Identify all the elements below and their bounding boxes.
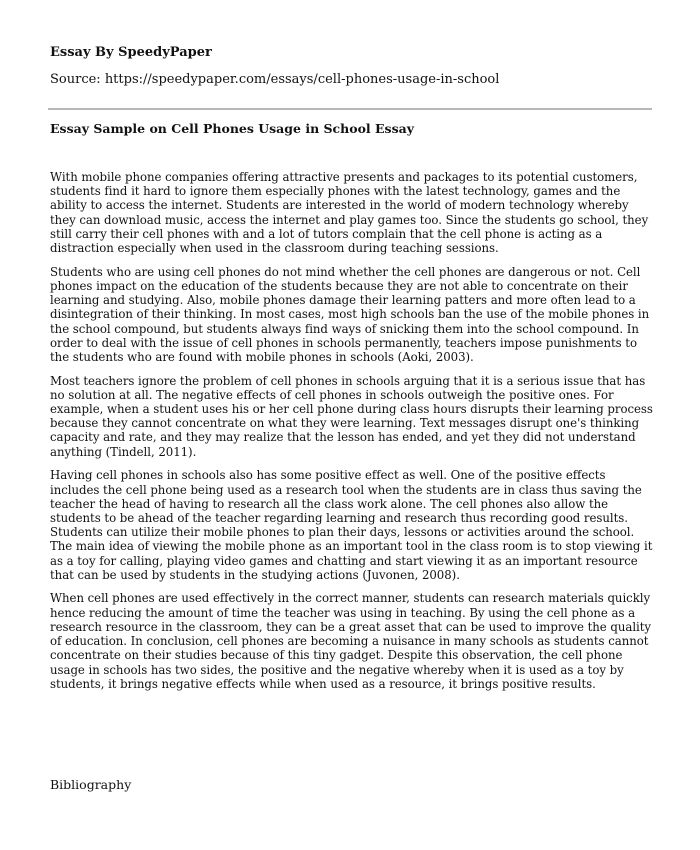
essay-paragraph-3: Most teachers ignore the problem of cell phones in schools arguing that it is a serious issue that has no solution at all. The negative effects of cell phones in schools outweigh the positive ones. For example, when a student uses his or her cell phone during class hours disrupts their learning process because they cannot concentrate on what they were learning. Text messages disrupt one's thinking capacity and rate, and they may realize that the lesson has ended, and yet they did not understand anything (Tindell, 2011). xyxy=(50,373,653,459)
source-url: https://speedypaper.com/essays/cell-phones-usage-in-school xyxy=(104,72,500,87)
essay-title: Essay Sample on Cell Phones Usage in School Essay xyxy=(50,121,414,136)
source-label: Source: xyxy=(50,72,105,87)
essay-body xyxy=(50,170,655,700)
essay-paragraph-1: With mobile phone companies offering attractive presents and packages to its potential customers, students find it hard to ignore them especially phones with the latest technology, games and the ability to access the internet. Students are interested in the world of modern technology whereby they can download music, access the internet and play games too. Since the students go school, they still carry their cell phones with and a lot of tutors complain that the cell phone is acting as a distraction especially when used in the classroom during teaching sessions. xyxy=(50,170,649,256)
essay-paragraph-5: When cell phones are used effectively in the correct manner, students can research materials quickly hence reducing the amount of time the teacher was using in teaching. By using the cell phone as a research resource in the classroom, they can be a great asset that can be used to improve the quality of education. In conclusion, cell phones are becoming a nuisance in many schools as students cannot concentrate on their studies because of this tiny gadget. Despite this observation, the cell phone usage in schools has two sides, the positive and the negative whereby when it is used as a toy by students, it brings negative effects while when used as a resource, it brings positive results. xyxy=(50,591,652,691)
bibliography-heading: Bibliography xyxy=(50,777,132,792)
essay-paragraph-4: Having cell phones in schools also has some positive effect as well. One of the positive effects includes the cell phone being used as a research tool when the students are in class thus saving the teacher the head of having to research all the class work alone. The cell phones also allow the students to be ahead of the teacher regarding learning and research thus recording good results. Students can utilize their mobile phones to plan their days, lessons or activities around the school. The main idea of viewing the mobile phone as an important tool in the class room is to stop viewing it as a toy for calling, playing video games and chatting and start viewing it as an important resource that can be used by students in the studying actions (Juvonen, 2008). xyxy=(50,468,653,582)
essay-paragraph-2: Students who are using cell phones do not mind whether the cell phones are dangerous or not. Cell phones impact on the education of the students because they are not able to concentrate on their learning and studying. Also, mobile phones damage their learning patters and more often lead to a disintegration of their thinking. In most cases, most high schools ban the use of the mobile phones in the school compound, but students always find ways of snicking them into the school compound. In order to deal with the issue of cell phones in schools permanently, teachers impose punishments to the students who are found with mobile phones in schools (Aoki, 2003). xyxy=(50,264,650,364)
source-line xyxy=(50,72,499,88)
document-header-title: Essay By SpeedyPaper xyxy=(50,45,212,60)
header-divider xyxy=(48,108,652,110)
